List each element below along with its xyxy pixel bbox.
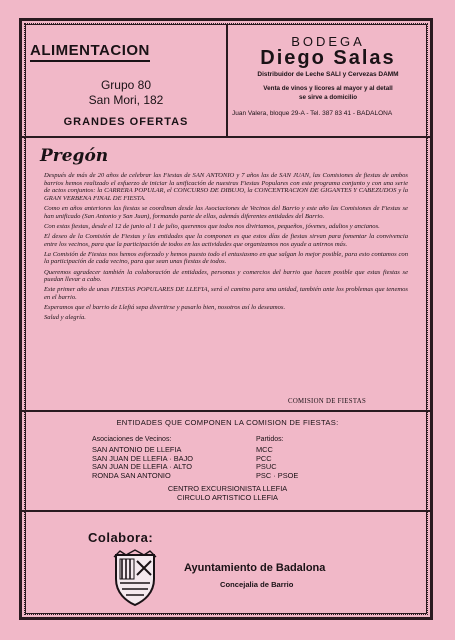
assoc-list	[92, 446, 193, 480]
pregon-paragraph: Queremos agradecer también la colaboración de entidades, personas y comercios del barrio que hacen posible que estas fiestas se puedan llevar a cabo.	[44, 268, 408, 284]
list-item: SAN JUAN DE LLEFIA · ALTO	[92, 462, 192, 471]
colabora-label: Colabora:	[88, 530, 154, 545]
pregon-rule	[22, 410, 430, 412]
parties-list	[256, 446, 298, 480]
list-item: SAN ANTONIO DE LLEFIA	[92, 445, 182, 454]
pregon-paragraph: El deseo de la Comisión de Fiestas y las entidades que la componen es que estos días de fiestas sirvan para fomentar la convivencia entre los vecinos, para que la participación de todos en las actividades que organizamos nos ayude a unirnos más.	[44, 232, 408, 248]
colabora-department: Concejalia de Barrio	[220, 580, 294, 589]
ad-alimentacion-title: ALIMENTACION	[30, 42, 150, 62]
pregon-signature: COMISION DE FIESTAS	[288, 398, 367, 405]
ad-alimentacion-offer: GRANDES OFERTAS	[63, 116, 189, 128]
ad-bodega-name: Diego Salas	[260, 47, 396, 69]
ad-bodega-address: Juan Valera, bloque 29-A - Tel. 387 83 41 - BADALONA	[232, 110, 393, 117]
pregon-paragraph: Este primer año de unas FIESTAS POPULARES DE LLEFIA, será el camino para una unidad, también ante los problemas que tenemos en el barrio.	[44, 286, 408, 301]
ad-bodega	[232, 30, 424, 134]
ad-bodega-sales-line2: se sirve a domicilio	[298, 94, 358, 101]
pregon-paragraph: Esperamos que el barrio de Llefiá sepa divertirse y pasarlo bien, nosotros así lo deseamos.	[44, 304, 286, 312]
header-divider	[226, 24, 228, 136]
pregon-body	[44, 172, 408, 324]
list-item: RONDA SAN ANTONIO	[92, 470, 171, 480]
ad-bodega-sales-line1: Venta de vinos y licores al mayor y al detall	[263, 85, 393, 92]
ad-bodega-sales	[232, 84, 424, 102]
pregon-paragraph: La Comisión de Fiestas nos hemos esforzado y hemos puesto todo el entusiasmo en que salgan lo mejor posible, para esto contamos con la participación de cada vecino, para que sean unas fiestas de todos.	[44, 250, 408, 266]
ad-alimentacion-address: San Mori, 182	[88, 93, 164, 107]
entities-title: ENTIDADES QUE COMPONEN LA COMISION DE FIESTAS:	[116, 418, 339, 427]
ad-alimentacion-group: Grupo 80	[100, 78, 152, 92]
pregon-paragraph: Salud y alegría.	[44, 314, 86, 322]
ad-bodega-distributor: Distribuidor de Leche SALI y Cervezas DAMM	[257, 71, 399, 78]
entity-centro: CENTRO EXCURSIONISTA LLEFIA	[167, 484, 288, 493]
assoc-heading: Asociaciones de Vecinos:	[92, 436, 172, 443]
list-item: PCC	[256, 453, 272, 463]
header-rule	[22, 136, 430, 138]
pregon-paragraph: Con estas fiestas, desde el 12 de junio al 1 de julio, queremos que todos nos divirtamos, pequeños, jóvenes, adultos y ancianos.	[44, 222, 380, 230]
entities-rule	[22, 510, 430, 512]
list-item: MCC	[256, 445, 273, 454]
entity-circulo: CIRCULO ARTISTICO LLEFIA	[177, 493, 278, 502]
ad-alimentacion	[30, 30, 222, 134]
list-item: PSUC	[256, 462, 277, 471]
list-item: SAN JUAN DE LLEFIA · BAJO	[92, 453, 194, 463]
pregon-paragraph: Como en años anteriores las fiestas se coordinan desde las Asociaciones de Vecinos del Barrio y este año las Comisiones de Fiestas se han unificado (San Antonio y San Juan), formando parte de ellas, además diferentes entidades del Barrio.	[44, 204, 408, 220]
badalona-crest-icon	[110, 549, 160, 607]
parties-heading: Partidos:	[256, 436, 284, 443]
list-item: PSC · PSOE	[256, 470, 299, 480]
pregon-title: Pregón	[40, 146, 109, 166]
colabora-organisation: Ayuntamiento de Badalona	[184, 562, 326, 574]
pregon-paragraph: Después de más de 20 años de celebrar las Fiestas de SAN ANTONIO y 7 años las de SAN JUAN, las Comisiones de fiestas de ambos barrios hemos realizado el esfuerzo de iniciar la unificación de nuestras Fiestas Populares con este programa conjunto y con una serie de actos conjuntos: la CARRERA POPULAR, el CONCURSO DE DIBUJO, la CONCENTRACION DE GIGANTES Y CABEZUDOS y la GRAN VERBENA FINAL DE FIESTA.	[44, 172, 408, 202]
ad-bodega-label: BODEGA	[291, 34, 365, 49]
